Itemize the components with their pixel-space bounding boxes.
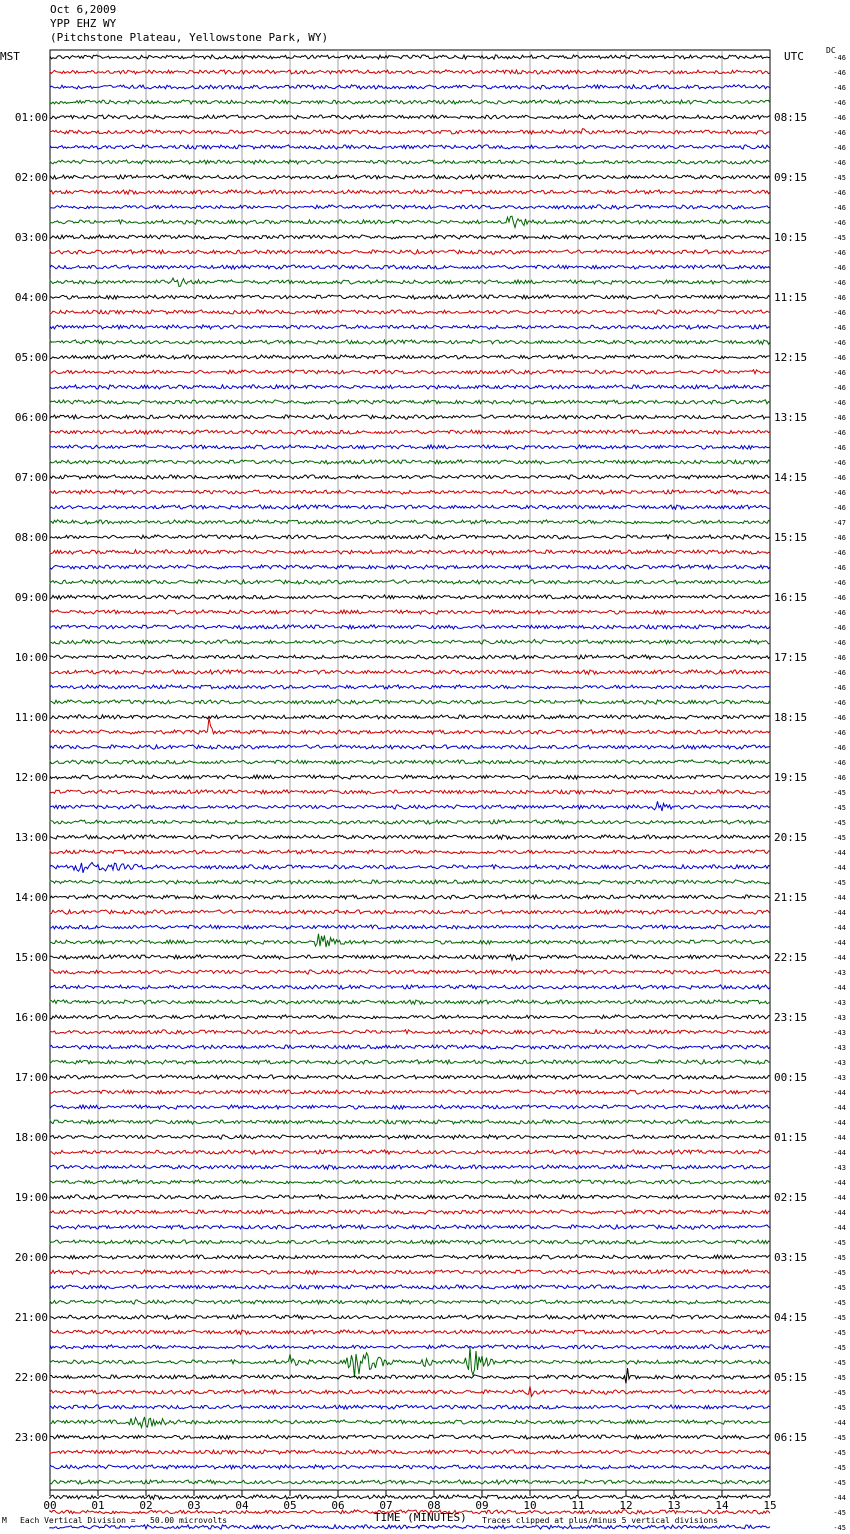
- trace-line: [50, 925, 770, 929]
- dc-offset-label: -45: [833, 234, 846, 242]
- dc-offset-label: -46: [833, 744, 846, 752]
- trace-line: [50, 265, 770, 269]
- trace-line: [50, 55, 770, 59]
- utc-hour-label: 01:15: [774, 1131, 808, 1144]
- utc-hour-label: 11:15: [774, 291, 808, 304]
- trace-line: [50, 1000, 770, 1004]
- trace-line: [50, 565, 770, 569]
- trace-line: [50, 670, 770, 674]
- trace-line: [50, 970, 770, 974]
- dc-offset-label: -46: [833, 354, 846, 362]
- trace-line: [50, 550, 770, 555]
- trace-line: [50, 1435, 770, 1439]
- mst-hour-label: 06:00: [14, 411, 48, 424]
- x-tick-label: 12: [619, 1499, 633, 1512]
- trace-line: [50, 535, 770, 539]
- x-tick-label: 06: [331, 1499, 345, 1512]
- trace-line: [50, 1195, 770, 1199]
- location-label: (Pitchstone Plateau, Yellowstone Park, WY): [50, 31, 329, 44]
- utc-hour-label: 14:15: [774, 471, 808, 484]
- trace-line: [50, 790, 770, 794]
- mst-hour-label: 03:00: [14, 231, 48, 244]
- mst-hour-label: 17:00: [14, 1071, 48, 1084]
- utc-hour-label: 21:15: [774, 891, 808, 904]
- trace-line: [50, 1015, 770, 1019]
- trace-line: [50, 235, 770, 239]
- trace-line: [50, 1386, 770, 1396]
- mst-hour-label: 19:00: [14, 1191, 48, 1204]
- trace-line: [50, 205, 770, 209]
- dc-offset-label: -46: [833, 444, 846, 452]
- trace-line: [50, 1075, 770, 1079]
- trace-line: [50, 85, 770, 89]
- trace-line: [50, 355, 770, 359]
- utc-hour-label: 06:15: [774, 1431, 808, 1444]
- trace-line: [50, 1030, 770, 1034]
- mst-hour-label: 15:00: [14, 951, 48, 964]
- dc-offset-label: -46: [833, 54, 846, 62]
- date-label: Oct 6,2009: [50, 3, 117, 16]
- trace-line: [50, 1090, 770, 1094]
- dc-offset-label: -44: [833, 954, 846, 962]
- trace-line: [50, 700, 770, 704]
- dc-offset-label: -43: [833, 969, 846, 977]
- dc-offset-label: -45: [833, 1374, 846, 1382]
- dc-offset-label: -43: [833, 1014, 846, 1022]
- trace-line: [50, 934, 770, 947]
- left-axis-title: MST: [0, 50, 20, 63]
- x-tick-label: 00: [43, 1499, 57, 1512]
- dc-offset-label: -46: [833, 579, 846, 587]
- trace-line: [50, 430, 770, 434]
- trace-layer: [50, 55, 770, 1534]
- x-axis-title: TIME (MINUTES): [374, 1511, 467, 1524]
- utc-hour-label: 16:15: [774, 591, 808, 604]
- scale-note: Each Vertical Division = 50.00 microvolts: [20, 1516, 228, 1525]
- dc-offset-label: -45: [833, 1464, 846, 1472]
- mst-hour-label: 10:00: [14, 651, 48, 664]
- dc-offset-label: -45: [833, 1254, 846, 1262]
- trace-line: [50, 1105, 770, 1109]
- utc-hour-label: 05:15: [774, 1371, 808, 1384]
- dc-offset-label: -45: [833, 1239, 846, 1247]
- trace-line: [50, 325, 770, 329]
- trace-line: [50, 775, 770, 779]
- utc-hour-label: 22:15: [774, 951, 808, 964]
- dc-offset-label: -46: [833, 69, 846, 77]
- trace-line: [50, 385, 770, 389]
- dc-offset-label: -44: [833, 1209, 846, 1217]
- dc-offset-label: -44: [833, 1149, 846, 1157]
- trace-line: [50, 250, 770, 254]
- dc-offset-label: -45: [833, 174, 846, 182]
- trace-line: [50, 1120, 770, 1124]
- clip-note: Traces clipped at plus/minus 5 vertical divisions: [482, 1516, 719, 1525]
- mst-hour-label: 11:00: [14, 711, 48, 724]
- dc-offset-label: -44: [833, 924, 846, 932]
- x-tick-label: 14: [715, 1499, 729, 1512]
- dc-offset-label: -44: [833, 1134, 846, 1142]
- mst-hour-label: 22:00: [14, 1371, 48, 1384]
- dc-offset-label: -44: [833, 1494, 846, 1502]
- utc-hour-label: 17:15: [774, 651, 808, 664]
- dc-offset-label: -45: [833, 1284, 846, 1292]
- dc-offset-label: -45: [833, 1299, 846, 1307]
- mst-hour-label: 18:00: [14, 1131, 48, 1144]
- dc-offset-label: -46: [833, 294, 846, 302]
- dc-offset-label: -43: [833, 1059, 846, 1067]
- trace-line: [50, 1150, 770, 1154]
- dc-offset-label: -43: [833, 1029, 846, 1037]
- dc-offset-label: -44: [833, 1194, 846, 1202]
- trace-line: [50, 1240, 770, 1244]
- trace-line: [50, 340, 770, 344]
- dc-offset-label: -45: [833, 1479, 846, 1487]
- trace-line: [50, 655, 770, 659]
- x-tick-label: 02: [139, 1499, 153, 1512]
- dc-offset-label: -44: [833, 1224, 846, 1232]
- trace-line: [50, 745, 770, 749]
- dc-offset-label: -44: [833, 1104, 846, 1112]
- trace-line: [50, 415, 770, 419]
- dc-offset-label: -46: [833, 369, 846, 377]
- trace-line: [50, 820, 770, 824]
- dc-offset-label: -45: [833, 1509, 846, 1517]
- trace-line: [50, 985, 770, 989]
- dc-offset-label: -46: [833, 264, 846, 272]
- trace-line: [50, 278, 770, 286]
- x-tick-label: 01: [91, 1499, 105, 1512]
- mst-hour-label: 23:00: [14, 1431, 48, 1444]
- x-tick-label: 05: [283, 1499, 297, 1512]
- trace-line: [50, 835, 770, 839]
- trace-line: [50, 1405, 770, 1409]
- trace-line: [50, 115, 770, 119]
- dc-offset-label: -45: [833, 1269, 846, 1277]
- utc-hour-label: 23:15: [774, 1011, 808, 1024]
- x-tick-label: 11: [571, 1499, 585, 1512]
- trace-line: [50, 685, 770, 689]
- dc-offset-label: -46: [833, 609, 846, 617]
- trace-line: [50, 1270, 770, 1274]
- dc-offset-label: -46: [833, 429, 846, 437]
- mst-hour-label: 09:00: [14, 591, 48, 604]
- dc-offset-label: -45: [833, 1434, 846, 1442]
- dc-offset-label: -46: [833, 654, 846, 662]
- trace-line: [50, 955, 770, 961]
- corner-mark: M: [2, 1516, 7, 1525]
- trace-line: [50, 445, 770, 449]
- dc-offset-label: -46: [833, 729, 846, 737]
- trace-line: [50, 100, 770, 104]
- trace-line: [50, 129, 770, 134]
- trace-line: [50, 295, 770, 299]
- trace-line: [50, 718, 770, 734]
- trace-line: [50, 1315, 770, 1319]
- dc-offset-label: -46: [833, 474, 846, 482]
- dc-offset-label: -44: [833, 849, 846, 857]
- mst-hour-label: 04:00: [14, 291, 48, 304]
- trace-line: [50, 1345, 770, 1349]
- trace-line: [50, 460, 770, 464]
- mst-hour-label: 07:00: [14, 471, 48, 484]
- trace-line: [50, 1045, 770, 1049]
- mst-hour-label: 20:00: [14, 1251, 48, 1264]
- dc-offset-label: -46: [833, 219, 846, 227]
- dc-offset-label: -46: [833, 534, 846, 542]
- dc-offset-label: -46: [833, 249, 846, 257]
- trace-line: [50, 595, 770, 599]
- mst-hour-label: 16:00: [14, 1011, 48, 1024]
- utc-hour-label: 08:15: [774, 111, 808, 124]
- trace-line: [50, 1368, 770, 1383]
- dc-offset-label: -43: [833, 1044, 846, 1052]
- trace-line: [50, 370, 770, 374]
- dc-offset-label: -46: [833, 279, 846, 287]
- dc-offset-label: -46: [833, 189, 846, 197]
- dc-offset-label: -45: [833, 819, 846, 827]
- dc-offset-label: -46: [833, 564, 846, 572]
- trace-line: [50, 1330, 770, 1334]
- dc-offset-label: -45: [833, 1359, 846, 1367]
- x-tick-label: 15: [763, 1499, 777, 1512]
- utc-hour-label: 15:15: [774, 531, 808, 544]
- dc-offset-label: -45: [833, 1404, 846, 1412]
- mst-hour-label: 21:00: [14, 1311, 48, 1324]
- dc-offset-label: -43: [833, 999, 846, 1007]
- dc-title: DC: [826, 46, 836, 55]
- x-tick-label: 08: [427, 1499, 441, 1512]
- dc-offset-label: -46: [833, 114, 846, 122]
- trace-line: [50, 580, 770, 584]
- right-axis-title: UTC: [784, 50, 804, 63]
- trace-line: [50, 1135, 770, 1139]
- trace-line: [50, 895, 770, 899]
- dc-offset-label: -46: [833, 489, 846, 497]
- mst-hour-label: 13:00: [14, 831, 48, 844]
- trace-line: [50, 520, 770, 524]
- trace-line: [50, 1465, 770, 1469]
- mst-hour-label: 14:00: [14, 891, 48, 904]
- dc-offset-label: -44: [833, 984, 846, 992]
- utc-hour-label: 02:15: [774, 1191, 808, 1204]
- trace-line: [50, 70, 770, 74]
- trace-line: [50, 1495, 770, 1499]
- dc-offset-label: -46: [833, 414, 846, 422]
- dc-offset-label: -45: [833, 1524, 846, 1532]
- trace-line: [50, 1300, 770, 1304]
- dc-offset-label: -44: [833, 1119, 846, 1127]
- dc-offset-label: -46: [833, 339, 846, 347]
- trace-line: [50, 1417, 770, 1428]
- trace-line: [50, 175, 770, 179]
- trace-line: [50, 160, 770, 164]
- trace-line: [50, 310, 770, 314]
- trace-line: [50, 625, 770, 629]
- dc-offset-label: -44: [833, 864, 846, 872]
- dc-offset-label: -46: [833, 684, 846, 692]
- dc-offset-label: -43: [833, 1074, 846, 1082]
- trace-line: [50, 1285, 770, 1289]
- dc-offset-label: -46: [833, 504, 846, 512]
- dc-offset-label: -44: [833, 1179, 846, 1187]
- trace-line: [50, 1060, 770, 1064]
- mst-hour-label: 12:00: [14, 771, 48, 784]
- dc-offset-label: -46: [833, 759, 846, 767]
- dc-offset-label: -45: [833, 879, 846, 887]
- utc-hour-label: 13:15: [774, 411, 808, 424]
- trace-line: [50, 1450, 770, 1454]
- dc-offset-label: -46: [833, 774, 846, 782]
- dc-offset-label: -46: [833, 129, 846, 137]
- trace-line: [50, 505, 770, 509]
- utc-hour-label: 20:15: [774, 831, 808, 844]
- dc-offset-label: -44: [833, 1089, 846, 1097]
- dc-offset-label: -46: [833, 324, 846, 332]
- trace-line: [50, 216, 770, 227]
- trace-line: [50, 1255, 770, 1259]
- mst-hour-label: 01:00: [14, 111, 48, 124]
- mst-hour-label: 08:00: [14, 531, 48, 544]
- dc-offset-label: -46: [833, 639, 846, 647]
- mst-hour-label: 02:00: [14, 171, 48, 184]
- dc-offset-label: -44: [833, 1419, 846, 1427]
- trace-line: [50, 1480, 770, 1484]
- dc-offset-label: -47: [833, 519, 846, 527]
- trace-line: [50, 715, 770, 719]
- dc-offset-label: -44: [833, 939, 846, 947]
- dc-offset-label: -46: [833, 399, 846, 407]
- trace-line: [50, 1225, 770, 1229]
- trace-line: [50, 863, 770, 873]
- dc-offset-label: -45: [833, 834, 846, 842]
- trace-line: [50, 490, 770, 494]
- trace-line: [50, 145, 770, 149]
- dc-offset-label: -46: [833, 459, 846, 467]
- dc-offset-label: -44: [833, 894, 846, 902]
- utc-hour-label: 19:15: [774, 771, 808, 784]
- trace-line: [50, 400, 770, 404]
- trace-line: [50, 910, 770, 914]
- dc-offset-label: -45: [833, 789, 846, 797]
- dc-offset-label: -46: [833, 144, 846, 152]
- dc-offset-label: -45: [833, 804, 846, 812]
- utc-hour-label: 18:15: [774, 711, 808, 724]
- trace-line: [50, 610, 770, 614]
- utc-hour-label: 12:15: [774, 351, 808, 364]
- dc-offset-label: -46: [833, 699, 846, 707]
- trace-line: [50, 850, 770, 854]
- x-tick-label: 09: [475, 1499, 489, 1512]
- x-tick-label: 03: [187, 1499, 201, 1512]
- trace-line: [50, 1180, 770, 1184]
- dc-offset-label: -46: [833, 84, 846, 92]
- station-label: YPP EHZ WY: [50, 17, 117, 30]
- dc-offset-label: -46: [833, 384, 846, 392]
- utc-hour-label: 09:15: [774, 171, 808, 184]
- trace-line: [50, 190, 770, 194]
- dc-offset-label: -45: [833, 1329, 846, 1337]
- utc-hour-label: 03:15: [774, 1251, 808, 1264]
- trace-line: [50, 880, 770, 884]
- trace-line: [50, 1210, 770, 1214]
- x-tick-label: 07: [379, 1499, 393, 1512]
- dc-offset-label: -46: [833, 159, 846, 167]
- utc-hour-label: 04:15: [774, 1311, 808, 1324]
- trace-line: [50, 1165, 770, 1169]
- trace-line: [50, 639, 770, 644]
- dc-offset-label: -46: [833, 549, 846, 557]
- dc-offset-label: -46: [833, 204, 846, 212]
- dc-offset-label: -46: [833, 669, 846, 677]
- utc-hour-label: 10:15: [774, 231, 808, 244]
- mst-hour-label: 05:00: [14, 351, 48, 364]
- dc-offset-label: -45: [833, 1389, 846, 1397]
- x-tick-label: 10: [523, 1499, 537, 1512]
- trace-line: [50, 801, 770, 811]
- trace-line: [50, 1347, 770, 1377]
- dc-offset-label: -43: [833, 1164, 846, 1172]
- trace-line: [50, 475, 770, 479]
- dc-offset-label: -46: [833, 594, 846, 602]
- dc-offset-label: -46: [833, 309, 846, 317]
- dc-offset-label: -46: [833, 99, 846, 107]
- x-tick-label: 13: [667, 1499, 681, 1512]
- dc-offset-label: -46: [833, 624, 846, 632]
- x-tick-label: 04: [235, 1499, 249, 1512]
- trace-line: [50, 760, 770, 764]
- label-layer: [15, 54, 846, 1534]
- dc-offset-label: -44: [833, 909, 846, 917]
- dc-offset-label: -45: [833, 1449, 846, 1457]
- utc-hour-label: 00:15: [774, 1071, 808, 1084]
- dc-offset-label: -45: [833, 1344, 846, 1352]
- dc-offset-label: -45: [833, 1314, 846, 1322]
- dc-offset-label: -46: [833, 714, 846, 722]
